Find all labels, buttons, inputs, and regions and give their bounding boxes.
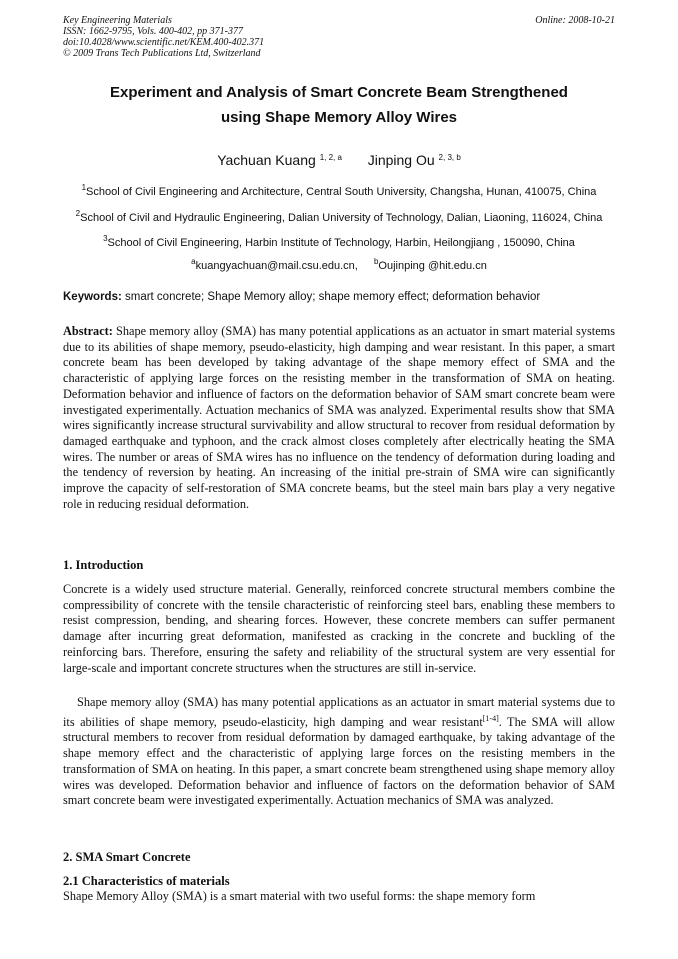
email-sup: a bbox=[191, 257, 196, 266]
intro-paragraph-1: Concrete is a widely used structure material. Generally, reinforced concrete structural members combine the compressibility of concrete with the tensile characteristic of reinforcing steel bars, enabling these members to resist compression, bending, and shearing forces. However, these concrete members can suffer permanent damage after incurring great deformation, manifested as cracking in the concrete and buckling of the reinforcing bars. Therefore, ensuring the safety and reliability of the structural system are very essential for large-scale and important concrete structures when the structures are still in-service. bbox=[63, 582, 615, 675]
affiliation-1 bbox=[40, 181, 638, 199]
affiliation-sup: 3 bbox=[103, 234, 108, 243]
citation-ref[interactable]: [1-4] bbox=[482, 713, 499, 723]
email-link[interactable]: kuangyachuan@mail.csu.edu.cn, bbox=[195, 260, 358, 272]
issn-line: ISSN: 1662-9795, Vols. 400-402, pp 371-377 bbox=[63, 26, 243, 37]
section-heading: 2. SMA Smart Concrete bbox=[63, 850, 191, 864]
intro-paragraph-2 bbox=[63, 695, 615, 809]
online-date: Online: 2008-10-21 bbox=[535, 15, 615, 26]
keywords bbox=[63, 290, 615, 305]
subsection-heading: 2.1 Characteristics of materials bbox=[63, 874, 230, 888]
affiliation-2 bbox=[40, 207, 638, 225]
section2-paragraph: Shape Memory Alloy (SMA) is a smart material with two useful forms: the shape memory form bbox=[63, 889, 536, 903]
paragraph-text: . The SMA will allow structural members to recover from residual deformation by damaged earthquake, by taking advantage of the shape memory effect and the characteristic of applying large forces on the resisting members in the transformation of SMA on heating. In this paper, a smart concrete beam strengthened using shape memory alloy wires was developed. Deformation behavior and influence of factors on the deformation behavior of SAM smart concrete beam were investigated experimentally. Actuation mechanics of SMA was analyzed. bbox=[63, 714, 615, 808]
title-line-1: Experiment and Analysis of Smart Concrete Beam Strengthened bbox=[110, 84, 568, 101]
abstract-text: Shape memory alloy (SMA) has many potential applications as an actuator in smart material systems due to its abilities of shape memory, pseudo-elasticity, high damping and wear resistant. In this paper, a smart concrete beam has been developed by taking advantage of the shape memory effect of SMA and the characteristic of applying large forces on the resisting member in the transformation of SMA on heating. Deformation behavior and influence of factors on the deformation behavior of SAM smart concrete beam were investigated experimentally. Actuation mechanics of SMA was analyzed. Experimental results show that SMA wires significantly increase structural survivability and allow structural to recover from residual deformation by damaged earthquake and typhoon, and the crack almost closes completely after electrically heating the SMA wires. The number or areas of SMA wires has no influence on the tendency of deformation during loading and the tendency of reversion by heating. An increasing of the initial pre-strain of SMA wire can significantly improve the capacity of self-restoration of SMA concrete beams, but the steel main bars play a very negative role in reducing residual deformation. bbox=[63, 324, 615, 511]
abstract bbox=[63, 324, 615, 512]
author-sup: 2, 3, b bbox=[438, 153, 461, 162]
email-link[interactable]: Oujinping @hit.edu.cn bbox=[378, 260, 487, 272]
journal-name: Key Engineering Materials bbox=[63, 15, 172, 26]
journal-header bbox=[63, 15, 264, 59]
section-heading: 1. Introduction bbox=[63, 558, 144, 572]
author-list bbox=[0, 152, 678, 168]
author-emails bbox=[0, 257, 678, 272]
title-line-2: using Shape Memory Alloy Wires bbox=[220, 109, 458, 126]
email-sup: b bbox=[373, 257, 379, 266]
author-name: Jinping Ou bbox=[367, 152, 435, 168]
keywords-text: smart concrete; Shape Memory alloy; shape memory effect; deformation behavior bbox=[121, 291, 541, 303]
affiliation-text: School of Civil and Hydraulic Engineering, Dalian University of Technology, Dalian, Liaoning, 116024, China bbox=[80, 212, 603, 224]
author-sup: 1, 2, a bbox=[319, 153, 342, 162]
affiliation-sup: 1 bbox=[81, 183, 87, 192]
abstract-label: Abstract: bbox=[63, 324, 113, 338]
paragraph-text: Shape memory alloy (SMA) has many potential applications as an actuator in smart material systems due to its abilities of shape memory, pseudo-elasticity, high damping and wear resistant bbox=[63, 695, 615, 729]
affiliation-3 bbox=[40, 232, 638, 250]
copyright-line: © 2009 Trans Tech Publications Ltd, Switzerland bbox=[63, 48, 261, 59]
author-name: Yachuan Kuang bbox=[217, 152, 316, 168]
affiliation-text: School of Civil Engineering and Architecture, Central South University, Changsha, Hunan, 410075, China bbox=[86, 186, 597, 198]
doi-line: doi:10.4028/www.scientific.net/KEM.400-402.371 bbox=[63, 37, 265, 48]
affiliation-text: School of Civil Engineering, Harbin Institute of Technology, Harbin, Heilongjiang , 150090, China bbox=[107, 237, 575, 249]
paper-title bbox=[40, 80, 638, 130]
keywords-label: Keywords: bbox=[63, 291, 122, 303]
affiliation-sup: 2 bbox=[75, 209, 81, 218]
